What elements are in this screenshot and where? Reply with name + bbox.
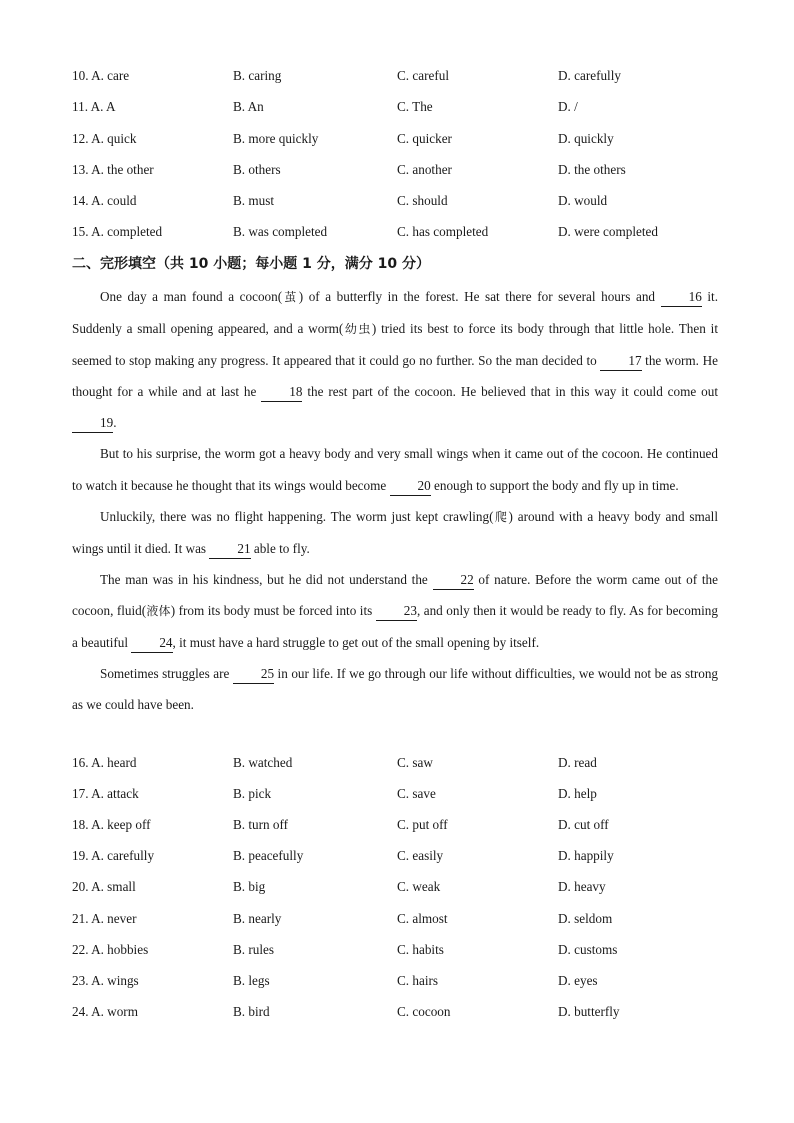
passage-paragraph-4: The man was in his kindness, but he did not understand the 22 of nature. Before the worm came out of the cocoon, fluid(液体) from its body must be forced into its 23, and only then it would be ready to fly. As for becoming a beautiful 24, it must have a hard struggle to get out of the small opening by itself.	[72, 564, 718, 658]
option-b: B. more quickly	[233, 131, 319, 146]
question-row-23	[72, 971, 732, 991]
option-c: C. habits	[397, 942, 444, 957]
option-a: 12. A. quick	[72, 131, 137, 146]
option-b: B. must	[233, 193, 275, 208]
option-a: 11. A. A	[72, 99, 116, 114]
option-c: C. hairs	[397, 973, 439, 988]
passage-paragraph-1: One day a man found a cocoon(茧) of a butterfly in the forest. He sat there for several hours and 16 it. Suddenly a small opening appeared, and a worm(幼虫) tried its best to force its body through that little hole. Then it seemed to stop making any progress. It appeared that it could go no further. So the man decided to 17 the worm. He thought for a while and at last he 18 the rest part of the cocoon. He believed that in this way it could come out 19.	[72, 281, 718, 438]
question-number: 22.	[72, 942, 89, 957]
question-row-17	[72, 784, 732, 804]
question-row-16	[72, 753, 732, 773]
option-d: D. help	[558, 786, 597, 801]
option-a: 17. A. attack	[72, 786, 139, 801]
cloze-passage	[72, 281, 718, 720]
question-number: 21.	[72, 911, 89, 926]
option-a: 21. A. never	[72, 911, 137, 926]
option-d: D. happily	[558, 848, 614, 863]
option-b: B. turn off	[233, 817, 289, 832]
option-d: D. heavy	[558, 879, 606, 894]
option-c: C. save	[397, 786, 436, 801]
option-a: 16. A. heard	[72, 755, 137, 770]
option-a: 23. A. wings	[72, 973, 139, 988]
question-row-10	[72, 66, 732, 86]
option-b: B. caring	[233, 68, 282, 83]
question-number: 10.	[72, 68, 89, 83]
option-b: B. An	[233, 99, 264, 114]
option-a: 20. A. small	[72, 879, 136, 894]
option-c: C. weak	[397, 879, 441, 894]
blank-18[interactable]: 18	[261, 383, 302, 402]
question-row-13	[72, 160, 732, 180]
blank-20[interactable]: 20	[390, 477, 431, 496]
option-c: C. should	[397, 193, 448, 208]
question-number: 23.	[72, 973, 89, 988]
option-c: C. quicker	[397, 131, 452, 146]
option-d: D. read	[558, 755, 597, 770]
option-b: B. peacefully	[233, 848, 304, 863]
question-row-11	[72, 97, 732, 117]
option-c: C. put off	[397, 817, 448, 832]
blank-22[interactable]: 22	[433, 571, 474, 590]
question-number: 16.	[72, 755, 89, 770]
question-number: 18.	[72, 817, 89, 832]
option-d: D. the others	[558, 162, 626, 177]
passage-paragraph-5: Sometimes struggles are 25 in our life. If we go through our life without difficulties, we would not be as strong as we could have been.	[72, 666, 719, 713]
option-a: 22. A. hobbies	[72, 942, 149, 957]
question-number: 13.	[72, 162, 89, 177]
option-c: C. cocoon	[397, 1004, 451, 1019]
blank-17[interactable]: 17	[600, 352, 641, 371]
question-row-21	[72, 909, 732, 929]
option-b: B. bird	[233, 1004, 270, 1019]
blank-19[interactable]: 19	[72, 414, 113, 433]
option-d: D. were completed	[558, 224, 658, 239]
section-title: 二、完形填空（共 10 小题；每小题 1 分，满分 10 分）	[72, 256, 430, 272]
option-a: 18. A. keep off	[72, 817, 151, 832]
question-row-12	[72, 129, 732, 149]
option-b: B. nearly	[233, 911, 282, 926]
question-number: 15.	[72, 224, 89, 239]
option-a: 15. A. completed	[72, 224, 163, 239]
question-number: 12.	[72, 131, 89, 146]
passage-paragraph-2: But to his surprise, the worm got a heavy body and very small wings when it came out of the cocoon. He continued to watch it because he thought that its wings would become 20 enough to support the body and fly up in time.	[72, 438, 718, 500]
option-d: D. /	[558, 99, 578, 114]
question-row-15	[72, 222, 732, 242]
option-d: D. eyes	[558, 973, 598, 988]
question-row-19	[72, 846, 732, 866]
option-b: B. watched	[233, 755, 293, 770]
option-a: 14. A. could	[72, 193, 137, 208]
option-b: B. was completed	[233, 224, 328, 239]
option-d: D. butterfly	[558, 1004, 620, 1019]
option-a: 10. A. care	[72, 68, 130, 83]
option-d: D. cut off	[558, 817, 609, 832]
option-c: C. The	[397, 99, 433, 114]
question-number: 11.	[72, 99, 88, 114]
passage-paragraph-3: Unluckily, there was no flight happening. The worm just kept crawling(爬) around with a heavy body and small wings until it died. It was 21 able to fly.	[72, 501, 718, 564]
option-a: 24. A. worm	[72, 1004, 138, 1019]
question-number: 20.	[72, 879, 89, 894]
option-a: 13. A. the other	[72, 162, 154, 177]
option-c: C. has completed	[397, 224, 489, 239]
blank-24[interactable]: 24	[131, 634, 172, 653]
blank-23[interactable]: 23	[376, 602, 417, 621]
option-c: C. another	[397, 162, 452, 177]
question-row-14	[72, 191, 732, 211]
option-d: D. would	[558, 193, 608, 208]
question-row-18	[72, 815, 732, 835]
option-d: D. carefully	[558, 68, 621, 83]
question-number: 24.	[72, 1004, 89, 1019]
option-b: B. pick	[233, 786, 272, 801]
option-d: D. quickly	[558, 131, 614, 146]
question-number: 14.	[72, 193, 89, 208]
question-number: 17.	[72, 786, 89, 801]
option-b: B. rules	[233, 942, 275, 957]
question-row-20	[72, 877, 732, 897]
option-c: C. saw	[397, 755, 433, 770]
question-row-22	[72, 940, 732, 960]
option-c: C. almost	[397, 911, 448, 926]
option-d: D. customs	[558, 942, 618, 957]
question-row-24	[72, 1002, 732, 1022]
option-b: B. big	[233, 879, 266, 894]
blank-16[interactable]: 16	[661, 288, 702, 307]
option-b: B. legs	[233, 973, 270, 988]
option-d: D. seldom	[558, 911, 613, 926]
blank-21[interactable]: 21	[209, 540, 250, 559]
option-b: B. others	[233, 162, 281, 177]
option-a: 19. A. carefully	[72, 848, 155, 863]
option-c: C. careful	[397, 68, 449, 83]
option-c: C. easily	[397, 848, 444, 863]
question-number: 19.	[72, 848, 89, 863]
blank-25[interactable]: 25	[233, 665, 274, 684]
